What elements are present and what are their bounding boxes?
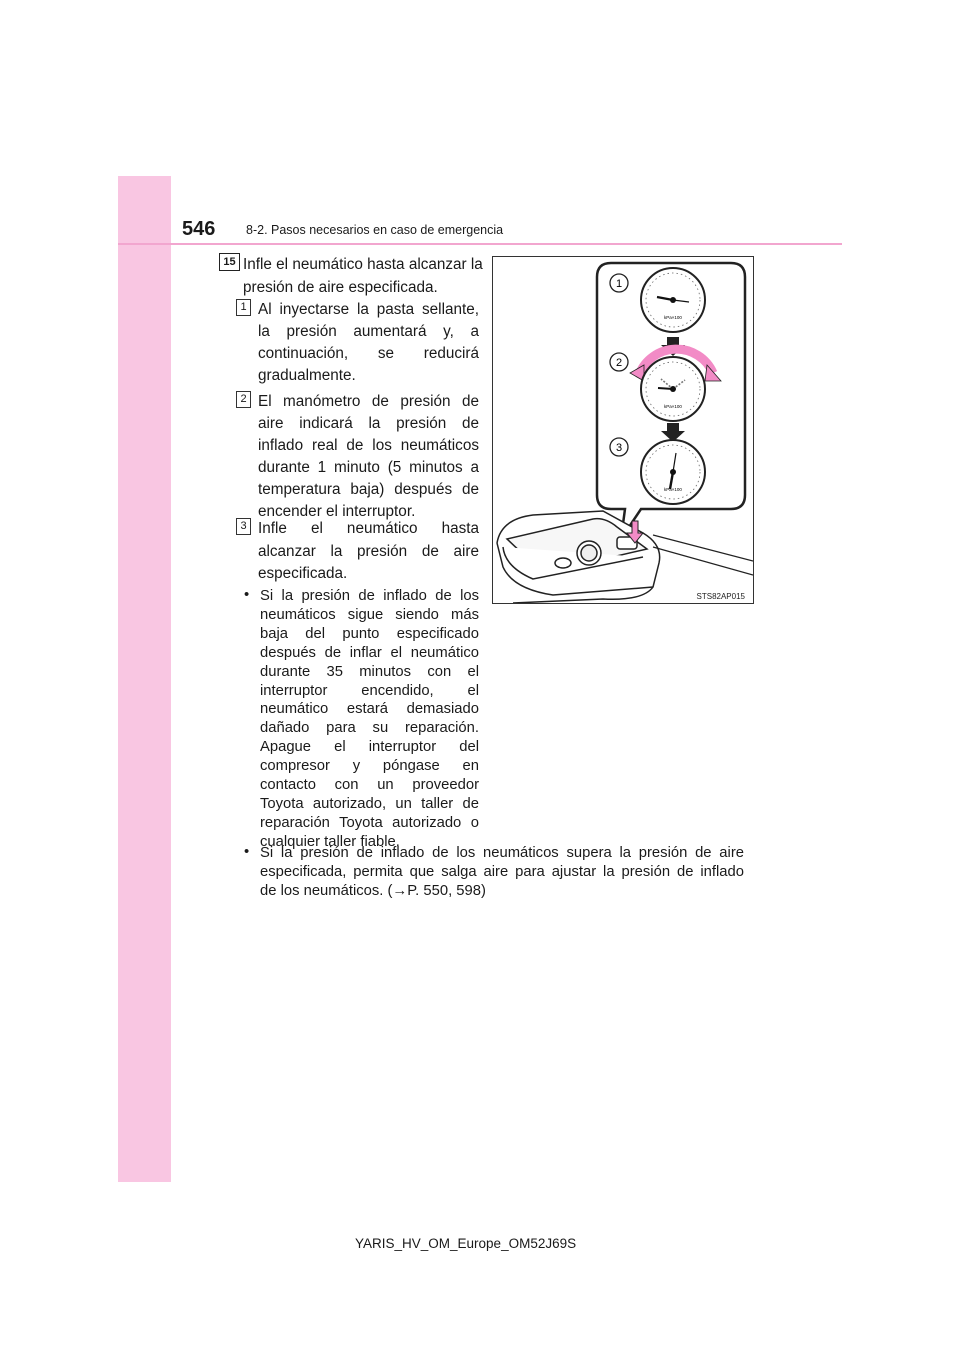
gauge-3-unit: kPa×100 (664, 487, 682, 492)
substep-number-3: 3 (236, 518, 251, 535)
bullet-1-line: Si la presión de inflado de los (260, 588, 479, 604)
gauge-1 (641, 268, 705, 332)
substep-1-line-2: la presión aumentará y, a (258, 323, 479, 340)
substep-2-line-5: temperatura baja) después de (258, 481, 479, 498)
bullet-1-line: neumáticos sigue siendo más (260, 606, 479, 623)
bullet-2-line: de los neumáticos. (→P. 550, 598) (260, 882, 486, 899)
step-badge: 15 (219, 253, 240, 271)
substep-2-line-4: durante 1 minuto (5 minutos a (258, 459, 479, 476)
bullet-1-text (260, 587, 479, 852)
compressor-unit (497, 511, 753, 603)
bullet-1-line: contacto con un proveedor (260, 777, 479, 794)
substep-2-line-2: aire indicará la presión de (258, 415, 479, 432)
gauge-1-unit: kPa×100 (664, 315, 682, 320)
bullet-2-line: especificada, permita que salga aire para ajustar la presión de inflado (260, 863, 744, 880)
gauge-3 (641, 440, 705, 504)
bullet-1-line: interruptor encendido, el (260, 682, 479, 699)
substep-2-line-3: inflado real de los neumáticos (258, 437, 479, 454)
bullet-2-text (260, 844, 744, 901)
bullet-1-line: Toyota autorizado, un taller de (260, 795, 479, 812)
substep-number-2: 2 (236, 391, 251, 408)
bullet-2-line: Si la presión de inflado de los neumáticos supera la presión de aire (260, 845, 744, 861)
document-footer: YARIS_HV_OM_Europe_OM52J69S (355, 1236, 577, 1251)
page-number: 546 (182, 218, 216, 240)
compressor-gauge-illustration (492, 256, 754, 604)
bullet-1-line: reparación Toyota autorizado o (260, 814, 479, 831)
header-rule (118, 243, 842, 245)
bullet-1-line: compresor y póngase en (260, 758, 479, 775)
bullet-marker-2: • (244, 844, 250, 860)
substep-2-line-6: encender el interruptor. (258, 503, 416, 520)
step-intro-line-1: Infle el neumático hasta alcanzar la (243, 256, 483, 273)
bullet-1-line: Apague el interruptor del (260, 739, 479, 756)
substep-1-line-1: Al inyectarse la pasta sellante, (258, 301, 479, 318)
bullet-1-line: neumático estará demasiado (260, 701, 479, 718)
bullet-1-line: cualquier taller fiable. (260, 833, 400, 850)
callout-number-2: 2 (615, 357, 623, 369)
substep-1-line-4: gradualmente. (258, 367, 356, 384)
substep-3-line-2: alcanzar la presión de aire (258, 543, 479, 560)
callout-number-3: 3 (615, 442, 623, 454)
bullet-1-line: después de inflar el neumático (260, 644, 479, 661)
callout-number-1: 1 (615, 278, 623, 290)
bullet-marker-1: • (244, 587, 250, 603)
step-intro-line-2: presión de aire especificada. (243, 279, 438, 296)
gauge-2-unit: kPa×100 (664, 404, 682, 409)
substep-3-line-3: especificada. (258, 565, 348, 582)
section-title: 8-2. Pasos necesarios en caso de emergencia (246, 223, 504, 237)
substep-1-line-3: continuación, se reducirá (258, 345, 479, 362)
substep-2-line-1: El manómetro de presión de (258, 393, 479, 410)
figure-code: STS82AP015 (696, 592, 745, 601)
illustration-svg (493, 257, 753, 603)
substep-number-1: 1 (236, 299, 251, 316)
bullet-1-line: durante 35 minutos con el (260, 663, 479, 680)
chapter-sidebar-tab (118, 176, 171, 1182)
bullet-1-line: baja del punto especificado (260, 625, 479, 642)
bullet-1-line: dañado para su reparación. (260, 720, 479, 737)
substep-3-line-1: Infle el neumático hasta (258, 520, 479, 537)
